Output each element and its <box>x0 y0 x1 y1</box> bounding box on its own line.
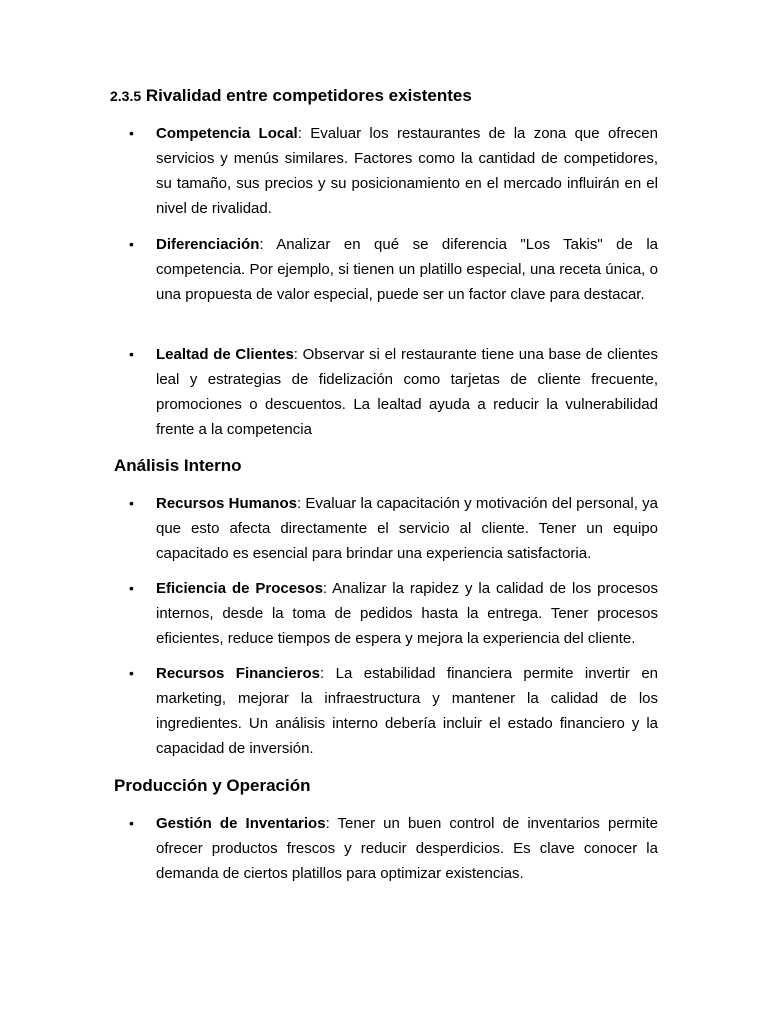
bullet-marker: • <box>129 580 134 596</box>
item-term: Competencia Local <box>156 125 298 142</box>
item-text: : Evaluar la capacitación y motivación del personal, ya que esto afecta directamente el servicio al cliente. Tener un equipo capacitado es esencial para brindar una experiencia satisfactoria. <box>156 495 658 562</box>
list-item-diferenciacion <box>156 232 658 307</box>
bullet-marker: • <box>129 346 134 362</box>
section-heading-produccion-operacion <box>114 776 311 796</box>
item-term: Recursos Humanos <box>156 495 297 512</box>
section-number: 2.3.5 <box>110 88 142 104</box>
list-item-lealtad-clientes <box>156 342 658 442</box>
list-item-recursos-humanos <box>156 491 658 566</box>
item-text: : Analizar la rapidez y la calidad de los procesos internos, desde la toma de pedidos hasta la entrega. Tener procesos eficientes, reduce tiempos de espera y mejora la experiencia del cliente. <box>156 580 659 647</box>
item-term: Recursos Financieros <box>156 665 321 682</box>
item-term: Gestión de Inventarios <box>156 815 326 832</box>
list-item-gestion-inventarios <box>156 811 658 886</box>
bullet-marker: • <box>129 665 134 681</box>
section-title: Producción y Operación <box>114 776 311 795</box>
section-title: Rivalidad entre competidores existentes <box>145 86 472 105</box>
list-item-recursos-financieros <box>156 661 658 761</box>
section-heading-analisis-interno <box>114 456 242 476</box>
item-text: : Analizar en qué se diferencia "Los Takis" de la competencia. Por ejemplo, si tienen un platillo especial, una receta única, o una propuesta de valor especial, puede ser un factor clave para destacar. <box>156 236 658 303</box>
bullet-marker: • <box>129 125 134 141</box>
item-term: Eficiencia de Procesos <box>156 580 323 597</box>
item-term: Lealtad de Clientes <box>156 346 294 363</box>
item-text: : La estabilidad financiera permite invertir en marketing, mejorar la infraestructura y mantener la calidad de los ingredientes. Un análisis interno debería incluir el estado financiero y la capacidad de inversión. <box>156 665 659 757</box>
section-title: Análisis Interno <box>114 456 242 475</box>
item-text: : Observar si el restaurante tiene una base de clientes leal y estrategias de fidelización como tarjetas de cliente frecuente, promociones o descuentos. La lealtad ayuda a reducir la vulnerabilidad frente a la competencia <box>156 346 658 438</box>
item-term: Diferenciación <box>156 236 260 253</box>
item-text: : Evaluar los restaurantes de la zona que ofrecen servicios y menús similares. Factores como la cantidad de competidores, su tamaño, sus precios y su posicionamiento en el mercado influirán en el nivel de rivalidad. <box>156 125 658 217</box>
list-item-eficiencia-procesos <box>156 576 658 651</box>
item-text: : Tener un buen control de inventarios permite ofrecer productos frescos y reducir desperdicios. Es clave conocer la demanda de ciertos platillos para optimizar existencias. <box>156 815 658 882</box>
section-heading-rivalidad <box>110 86 472 106</box>
bullet-marker: • <box>129 495 134 511</box>
bullet-marker: • <box>129 815 134 831</box>
list-item-competencia-local <box>156 121 658 221</box>
bullet-marker: • <box>129 236 134 252</box>
